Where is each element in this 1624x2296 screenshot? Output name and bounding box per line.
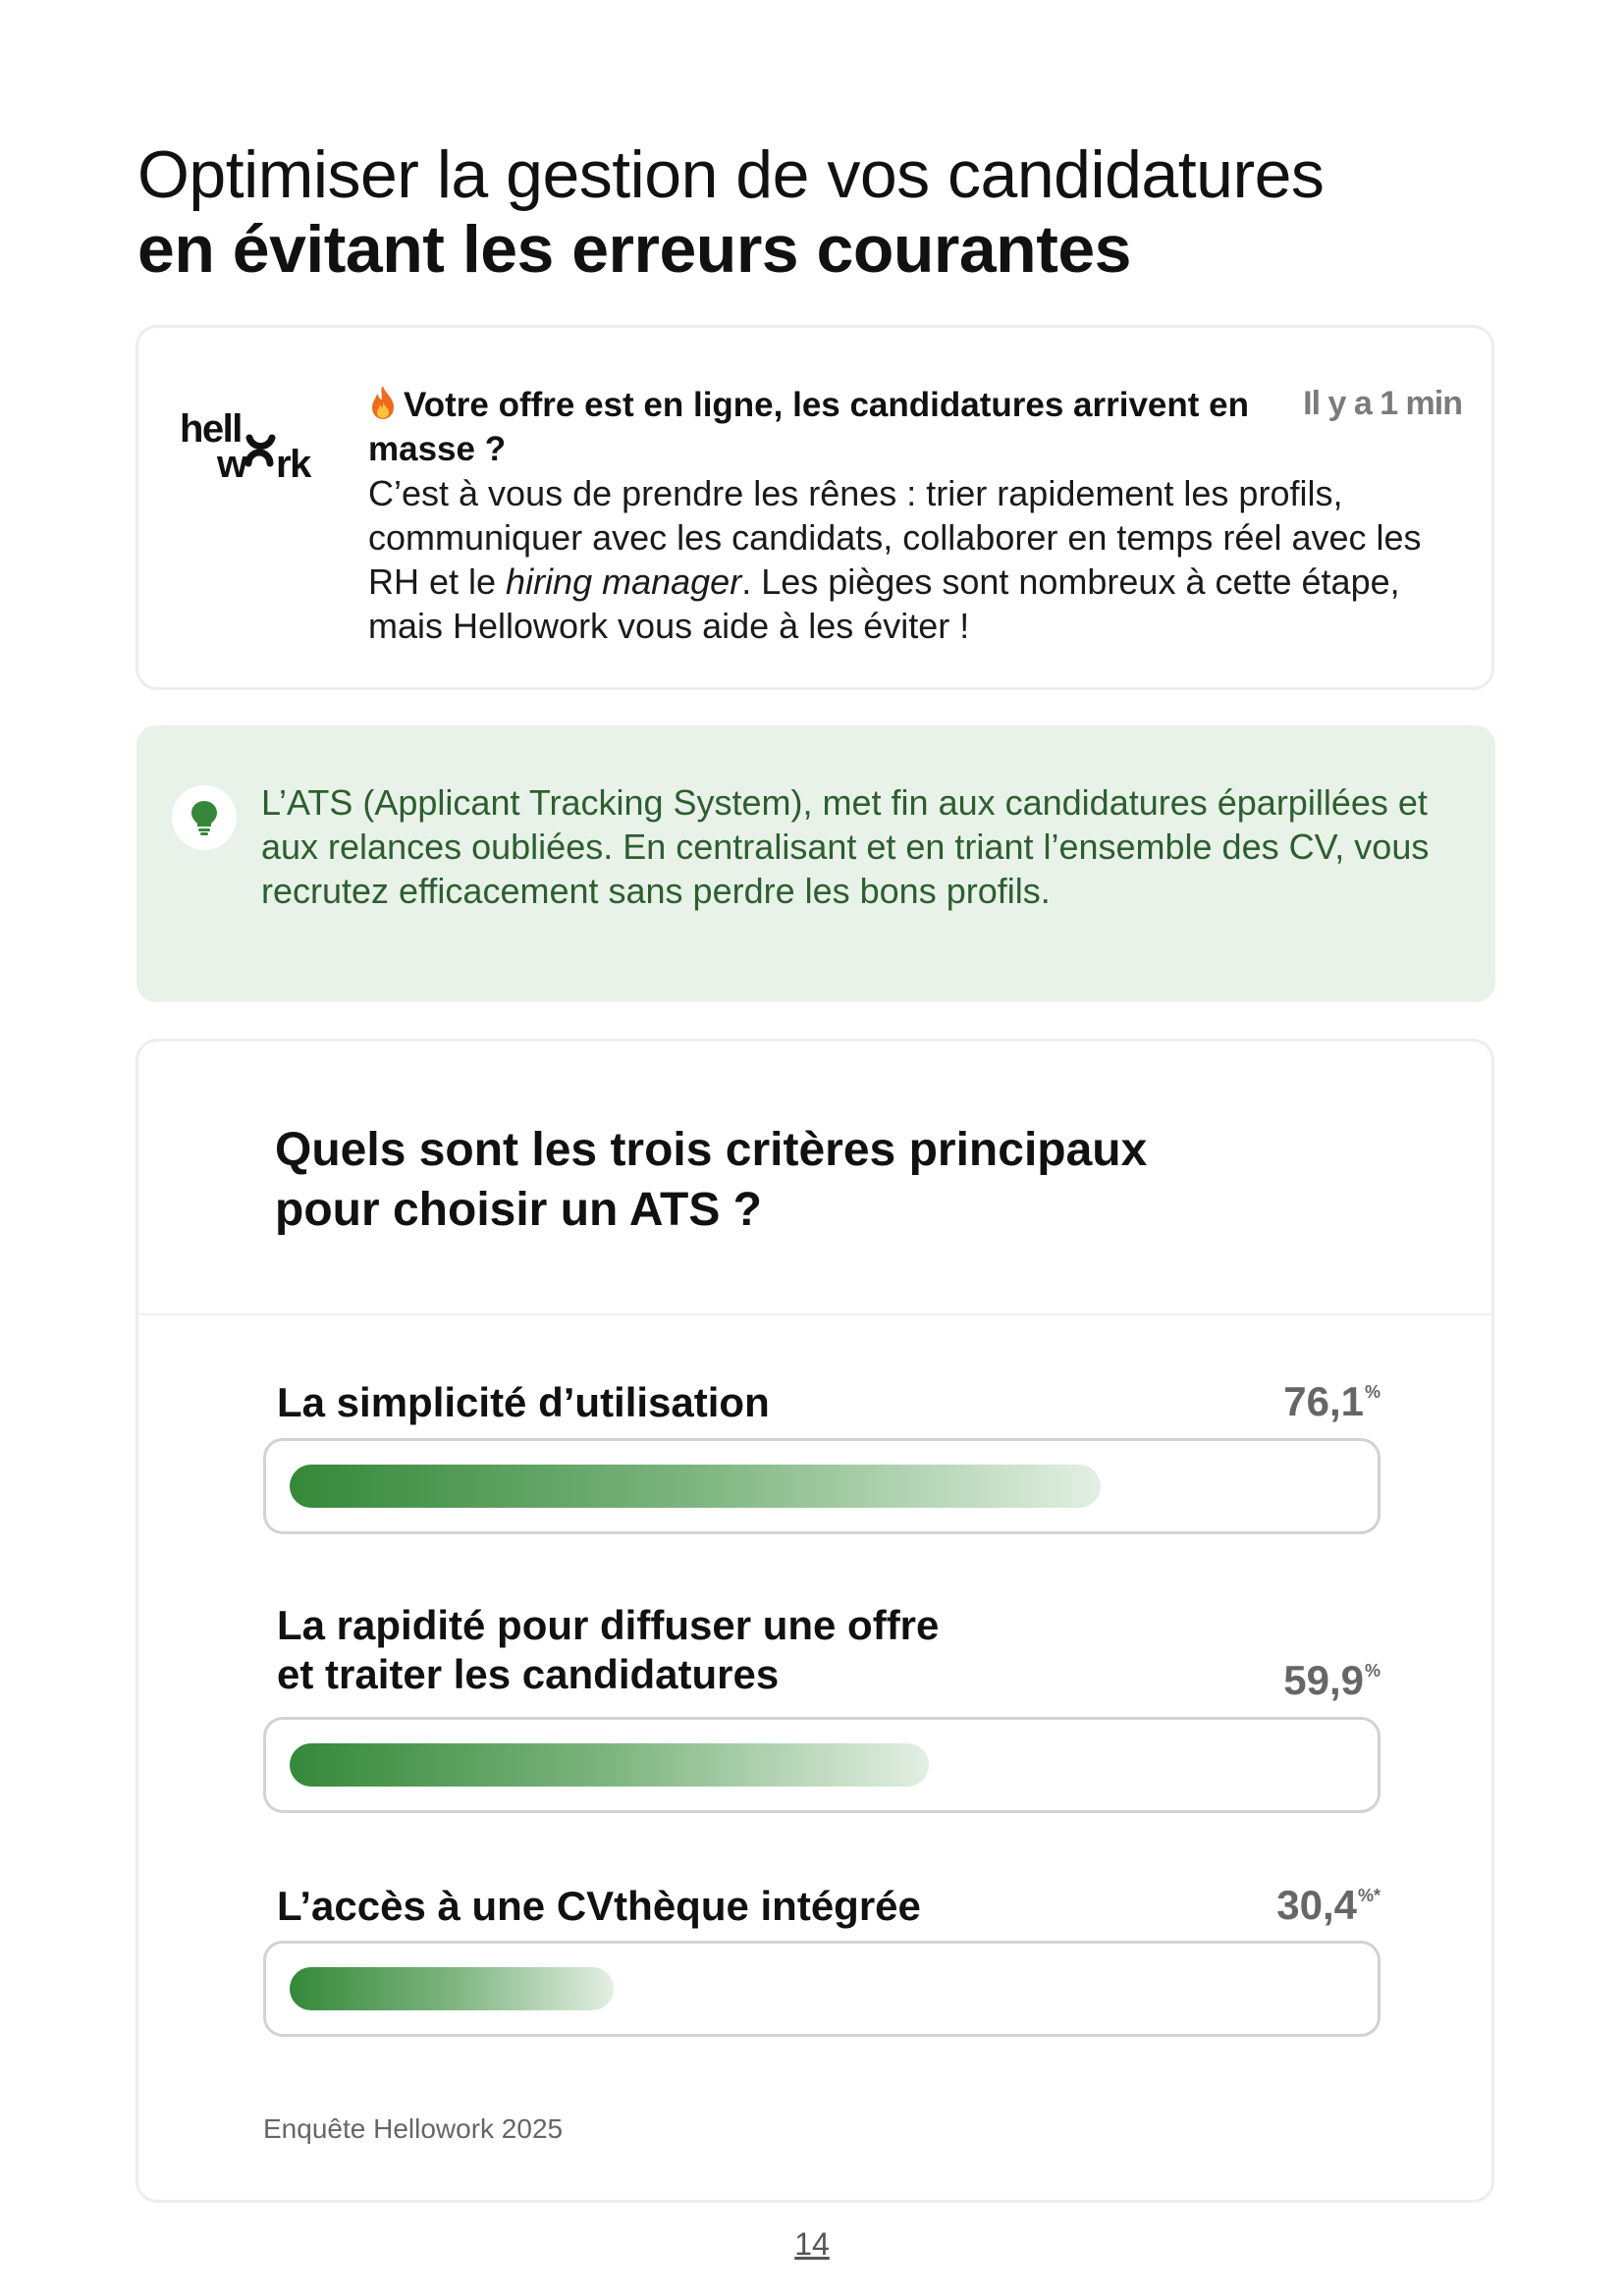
notification-heading bbox=[368, 383, 1311, 471]
poll-item-percent-value: 30,4 bbox=[1276, 1882, 1357, 1928]
poll-bar bbox=[263, 1438, 1380, 1534]
notification-body bbox=[368, 383, 1458, 648]
notification-text-part1: C’est à vous de prendre les rênes : trier rapidement les profils, communiquer avec les candidats, collaborer en temps réel avec les RH et le bbox=[368, 473, 1422, 602]
poll-bar-fill bbox=[290, 1743, 929, 1787]
poll-item-percent bbox=[1283, 1378, 1380, 1425]
fire-icon bbox=[368, 385, 398, 420]
hellowork-logo bbox=[180, 408, 327, 477]
notification-time: Il y a 1 min bbox=[1303, 385, 1462, 422]
poll-item-label: La rapidité pour diffuser une offre et traiter les candidatures bbox=[277, 1602, 940, 1697]
poll-item-percent-suffix: % bbox=[1364, 1382, 1380, 1402]
poll-item-percent-value: 59,9 bbox=[1283, 1657, 1364, 1703]
hellowork-logo-graphic bbox=[180, 408, 327, 477]
svg-text:hell: hell bbox=[180, 408, 242, 451]
poll-divider bbox=[138, 1313, 1491, 1315]
tip-callout bbox=[136, 725, 1495, 1002]
page-title-line1: Optimiser la gestion de vos candidatures bbox=[137, 137, 1325, 212]
tip-text: L’ATS (Applicant Tracking System), met fin aux candidatures éparpillées et aux relances oubliées. En centralisant et en triant l’ensemble des CV, vous recrutez efficacement sans perdre les bons profils. bbox=[261, 782, 1430, 911]
page-title-line2: en évitant les erreurs courantes bbox=[137, 212, 1132, 287]
poll-bar bbox=[263, 1941, 1380, 2037]
poll-item-percent-value: 76,1 bbox=[1283, 1378, 1364, 1424]
notification-text-part2: . Les pièges sont nombreux à cette étape, mais Hellowork vous aide à les éviter ! bbox=[368, 561, 1400, 646]
poll-bar bbox=[263, 1717, 1380, 1813]
page-title bbox=[137, 137, 1492, 287]
notification-card bbox=[135, 325, 1494, 690]
poll-item-percent bbox=[1283, 1657, 1380, 1704]
poll-item-percent-suffix: %* bbox=[1357, 1886, 1380, 1905]
notification-text-italic: hiring manager bbox=[506, 561, 742, 602]
poll-source: Enquête Hellowork 2025 bbox=[263, 2113, 564, 2144]
page-number: 14 bbox=[794, 2226, 830, 2262]
poll-item-label: L’accès à une CVthèque intégrée bbox=[277, 1883, 921, 1929]
lightbulb-icon bbox=[172, 785, 237, 850]
poll-item-percent-suffix: % bbox=[1364, 1661, 1380, 1681]
poll-item-label: La simplicité d’utilisation bbox=[277, 1379, 770, 1425]
poll-question: Quels sont les trois critères principaux pour choisir un ATS ? bbox=[275, 1124, 1148, 1236]
svg-text:w: w bbox=[217, 443, 246, 477]
poll-card bbox=[135, 1039, 1494, 2203]
svg-text:rk: rk bbox=[276, 443, 310, 477]
notification-text bbox=[368, 471, 1458, 648]
poll-bar-fill bbox=[290, 1465, 1101, 1508]
poll-item-percent bbox=[1276, 1882, 1380, 1929]
poll-bar-fill bbox=[290, 1967, 614, 2010]
notification-heading-text: Votre offre est en ligne, les candidatures arrivent en masse ? bbox=[368, 386, 1250, 468]
